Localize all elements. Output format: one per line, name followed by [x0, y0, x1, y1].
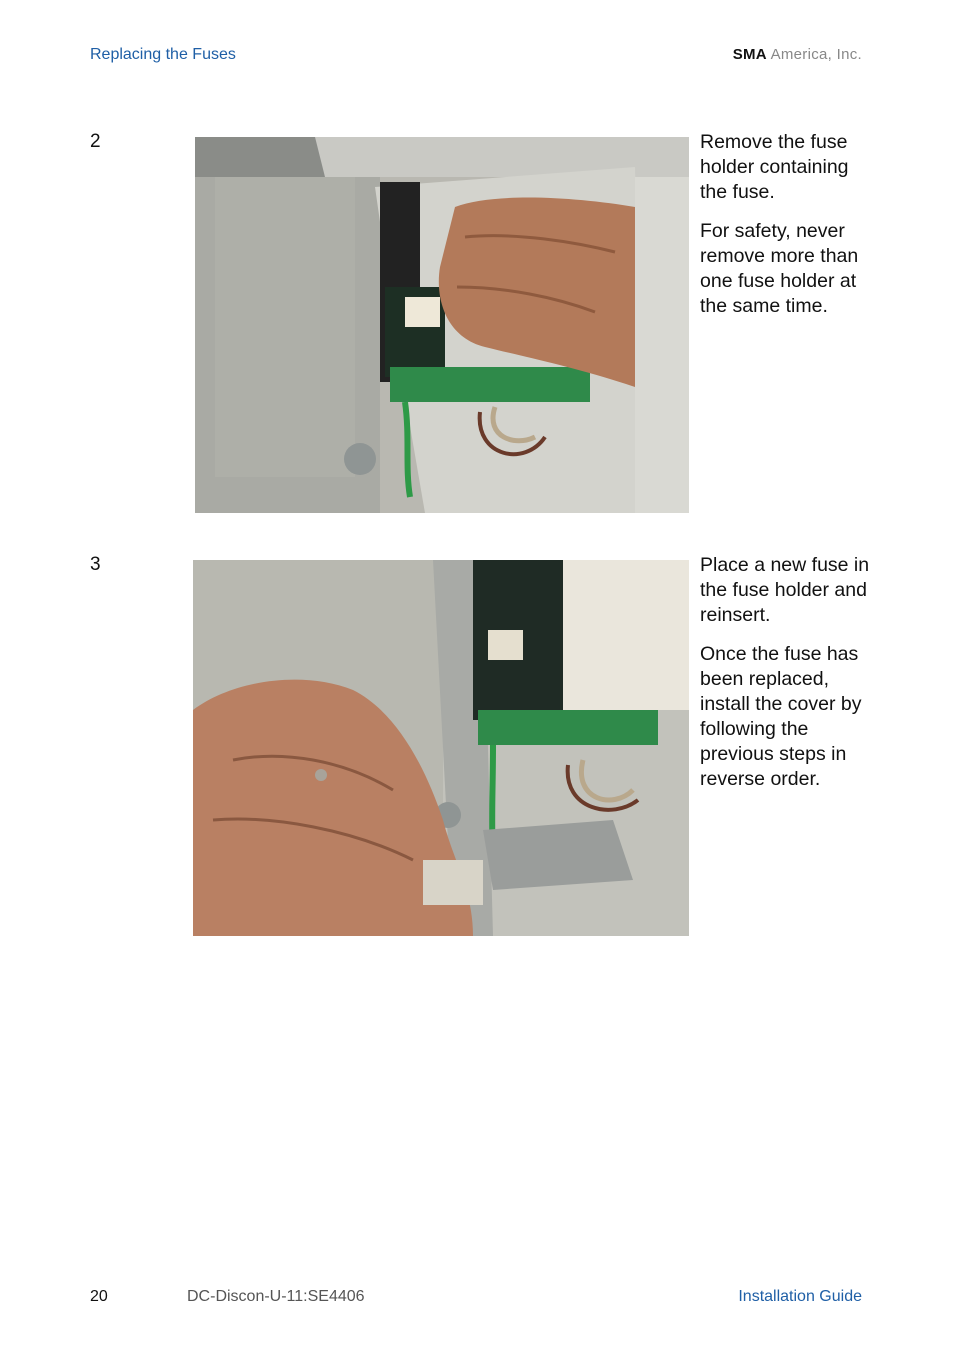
instruction-paragraph: Remove the fuse holder containing the fuse.: [700, 131, 849, 203]
step-3-instructions: [700, 553, 870, 806]
step-2-instructions: [700, 130, 870, 333]
photo-remove-fuse-holder: [195, 137, 689, 513]
document-id: DC-Discon-U-11:SE4406: [187, 1288, 365, 1305]
brand-name: SMA: [732, 46, 767, 63]
instruction-paragraph: Place a new fuse in the fuse holder and reinsert.: [700, 554, 870, 626]
running-header-section: Replacing the Fuses: [90, 46, 236, 63]
safety-note: For safety, never remove more than one fuse holder at the same time.: [700, 220, 859, 317]
running-header-company: [733, 46, 862, 63]
company-suffix: America, Inc.: [770, 46, 862, 63]
follow-up-instruction: Once the fuse has been replaced, install the cover by following the previous steps in reverse order.: [700, 643, 862, 790]
photo-insert-new-fuse: [193, 560, 689, 936]
step-number: 3: [90, 554, 101, 575]
page-number: 20: [90, 1288, 108, 1305]
step-number: 2: [90, 131, 101, 152]
guide-title: Installation Guide: [738, 1288, 862, 1305]
